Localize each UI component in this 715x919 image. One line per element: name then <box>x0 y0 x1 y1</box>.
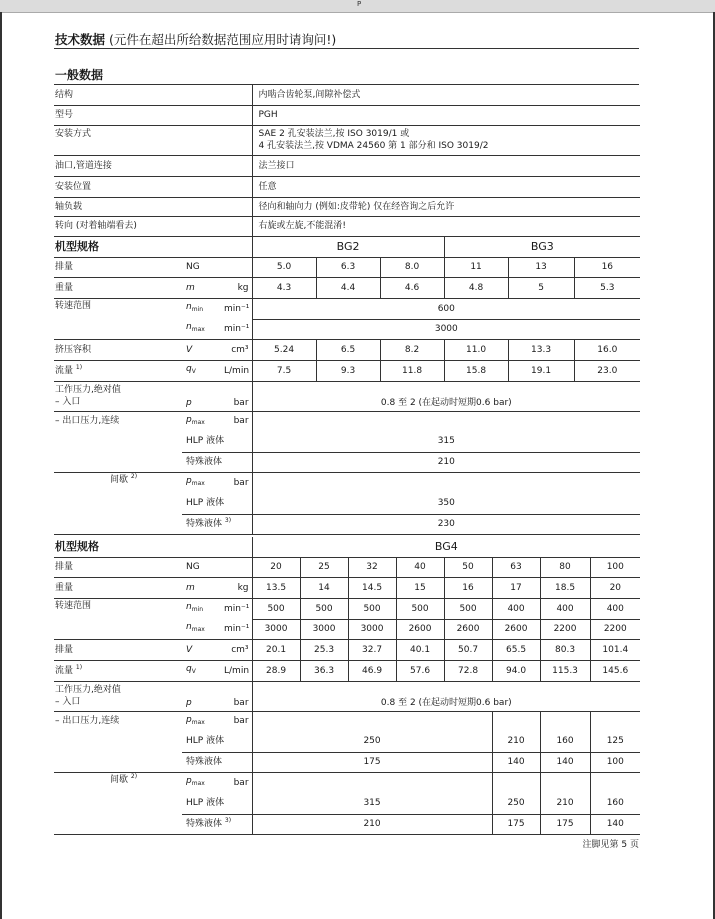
table-cell: 210 <box>540 793 590 814</box>
left-border <box>0 12 2 919</box>
table-cell: 11.0 <box>444 339 508 360</box>
table-row <box>54 360 640 381</box>
unit-bar: bar <box>233 477 249 488</box>
row-label: 流量 $^{1)}$ <box>54 660 182 681</box>
fluid-label: 特殊液体 $^{3)}$ <box>182 814 252 834</box>
general-label: 油口,管道连接 <box>54 155 252 176</box>
table-row <box>54 752 640 772</box>
unit-rpm: min⁻¹ <box>224 303 250 314</box>
table-row <box>54 493 640 514</box>
general-row <box>54 176 640 197</box>
table-cell: 6.5 <box>316 339 380 360</box>
unit-bar: bar <box>233 777 249 788</box>
table-cell: 160 <box>540 731 590 752</box>
table-cell: 50 <box>444 557 492 577</box>
table-cell: 14 <box>300 577 348 598</box>
general-row <box>54 85 640 105</box>
table-cell: 28.9 <box>252 660 300 681</box>
row-label: 间歇 $^{2)}$ <box>110 472 138 485</box>
unit-lmin: L/min <box>224 360 252 381</box>
unit-bar: bar <box>233 716 249 727</box>
fluid-label: HLP 液体 <box>182 493 252 514</box>
table-cell: 46.9 <box>348 660 396 681</box>
table-cell: 25.3 <box>300 639 348 660</box>
unit-lmin: L/min <box>224 660 252 681</box>
sym-nmax: $n_{max}$ <box>182 319 224 339</box>
table-cell: 3000 <box>252 319 640 339</box>
row-label: 排量 <box>54 557 182 577</box>
top-mark: P <box>357 0 362 8</box>
table-cell: 14.5 <box>348 577 396 598</box>
row-label: 间歇 $^{2)}$ <box>110 772 138 785</box>
table-row <box>54 598 640 619</box>
table-cell: 210 <box>252 814 492 834</box>
table-cell: 500 <box>444 598 492 619</box>
table-cell: 25 <box>300 557 348 577</box>
row-label: 排量 <box>54 639 182 660</box>
table-cell: 2200 <box>540 619 590 639</box>
row-label: – 出口压力,连续 <box>55 716 120 727</box>
table-cell: 13 <box>508 257 574 277</box>
table-cell: 2200 <box>590 619 640 639</box>
table-cell: 16.0 <box>574 339 640 360</box>
table-cell: 40.1 <box>396 639 444 660</box>
bg4-table <box>54 537 640 835</box>
table-cell: 6.3 <box>316 257 380 277</box>
table-cell: 175 <box>252 752 492 772</box>
fluid-label: HLP 液体 <box>182 793 252 814</box>
general-row <box>54 197 640 216</box>
table-row <box>54 793 640 814</box>
model-header-row <box>54 537 640 557</box>
table-cell: 175 <box>492 814 540 834</box>
table-cell: 0.8 至 2 (在起动时短期0.6 bar) <box>252 381 640 411</box>
row-label: 转速范围 <box>55 300 92 311</box>
table-row <box>54 711 640 731</box>
table-row <box>54 431 640 452</box>
table-cell: 65.5 <box>492 639 540 660</box>
table-cell: 315 <box>252 431 640 452</box>
table-cell: 16 <box>574 257 640 277</box>
general-label: 型号 <box>54 105 252 125</box>
table-cell: 18.5 <box>540 577 590 598</box>
table-row <box>54 619 640 639</box>
general-value: 径向和轴向力 (例如:皮带轮) 仅在经咨询之后允许 <box>252 197 640 216</box>
table-cell: 20.1 <box>252 639 300 660</box>
table-cell: 50.7 <box>444 639 492 660</box>
table-row <box>54 814 640 834</box>
table-cell: 115.3 <box>540 660 590 681</box>
general-title: 一般数据 <box>55 68 104 82</box>
table-row <box>54 381 640 411</box>
table-row <box>54 681 640 711</box>
sym-nmin: $n_{min}$ <box>186 602 204 614</box>
table-cell: 23.0 <box>574 360 640 381</box>
table-cell: 315 <box>252 793 492 814</box>
table-cell: 5.0 <box>252 257 316 277</box>
table-row <box>54 277 640 298</box>
table-cell: 36.3 <box>300 660 348 681</box>
table-row <box>54 577 640 598</box>
general-value: 内啮合齿轮泵,间隙补偿式 <box>252 85 640 105</box>
page-title <box>55 30 336 48</box>
title-rest: (元件在超出所给数据范围应用时请询问!) <box>109 32 337 47</box>
sym-nmax: $n_{max}$ <box>182 619 224 639</box>
table-row <box>54 452 640 472</box>
table-row <box>54 731 640 752</box>
sym-nmin: $n_{min}$ <box>186 302 204 314</box>
unit-rpm: min⁻¹ <box>224 619 252 639</box>
sym-V: V <box>182 639 224 660</box>
table-cell: 13.5 <box>252 577 300 598</box>
table-cell: 0.8 至 2 (在起动时短期0.6 bar) <box>252 681 640 711</box>
general-value: PGH <box>252 105 640 125</box>
table-cell: 210 <box>492 731 540 752</box>
group-bg2: BG2 <box>252 237 444 257</box>
unit-kg: kg <box>224 277 252 298</box>
table-cell: 3000 <box>348 619 396 639</box>
table-cell: 16 <box>444 577 492 598</box>
fluid-label: HLP 液体 <box>182 731 252 752</box>
table-cell: 72.8 <box>444 660 492 681</box>
unit-rpm: min⁻¹ <box>224 603 250 614</box>
row-label: 流量 $^{1)}$ <box>54 360 182 381</box>
table-cell: 350 <box>252 493 640 514</box>
table-row <box>54 472 640 493</box>
table-row <box>54 772 640 793</box>
table-row <box>54 298 640 319</box>
sym-qV: $q_V$ <box>182 360 224 381</box>
table-cell: 8.2 <box>380 339 444 360</box>
sym-m: m <box>182 577 224 598</box>
table-cell: 3000 <box>252 619 300 639</box>
general-label: 轴负载 <box>54 197 252 216</box>
title-rule <box>54 48 639 49</box>
general-row <box>54 155 640 176</box>
table-row <box>54 339 640 360</box>
table-cell: 145.6 <box>590 660 640 681</box>
table-cell: 400 <box>590 598 640 619</box>
table-cell: 100 <box>590 557 640 577</box>
table-row <box>54 660 640 681</box>
general-value: 右旋或左旋,不能混淆! <box>252 216 640 236</box>
sym-m: m <box>182 277 224 298</box>
general-label: 安装位置 <box>54 176 252 197</box>
unit-rpm: min⁻¹ <box>224 319 252 339</box>
sym-pmax: $p_{max}$ <box>186 776 205 788</box>
unit-cm3: cm³ <box>224 339 252 360</box>
table-cell: 400 <box>492 598 540 619</box>
sym-pmax: $p_{max}$ <box>186 476 205 488</box>
fluid-label: HLP 液体 <box>182 431 252 452</box>
table-cell: 2600 <box>396 619 444 639</box>
sym-pmax: $p_{max}$ <box>186 714 205 726</box>
unit-cm3: cm³ <box>224 639 252 660</box>
fluid-label: 特殊液体 <box>182 752 252 772</box>
sym-ng: NG <box>182 257 252 277</box>
general-table <box>54 85 640 237</box>
row-label: 工作压力,绝对值 – 入口 <box>54 381 182 411</box>
table-cell: 140 <box>492 752 540 772</box>
general-label: 结构 <box>54 85 252 105</box>
table-cell: 20 <box>590 577 640 598</box>
table-cell: 3000 <box>300 619 348 639</box>
top-strip <box>0 0 715 13</box>
sym-ng: NG <box>182 557 252 577</box>
table-cell: 9.3 <box>316 360 380 381</box>
row-label: 重量 <box>54 277 182 298</box>
table-cell: 5.3 <box>574 277 640 298</box>
footer-note: 注脚见第 5 页 <box>582 840 639 850</box>
unit-bar: bar <box>224 381 252 411</box>
table-cell: 15.8 <box>444 360 508 381</box>
row-label: 挤压容积 <box>54 339 182 360</box>
table-cell: 175 <box>540 814 590 834</box>
fluid-label: 特殊液体 $^{3)}$ <box>182 514 252 534</box>
bg23-table <box>54 237 640 535</box>
general-label: 转向 (对着轴端看去) <box>54 216 252 236</box>
table-cell: 94.0 <box>492 660 540 681</box>
general-row <box>54 125 640 155</box>
table-row <box>54 639 640 660</box>
group-bg3: BG3 <box>444 237 640 257</box>
table-cell: 600 <box>252 298 640 319</box>
table-cell: 13.3 <box>508 339 574 360</box>
table-cell: 500 <box>252 598 300 619</box>
table-cell: 4.3 <box>252 277 316 298</box>
general-row <box>54 105 640 125</box>
table-cell: 40 <box>396 557 444 577</box>
table-cell: 250 <box>492 793 540 814</box>
table-row <box>54 514 640 534</box>
fluid-label: 特殊液体 <box>182 452 252 472</box>
table-cell: 2600 <box>492 619 540 639</box>
table-cell: 140 <box>590 814 640 834</box>
unit-kg: kg <box>224 577 252 598</box>
table-cell: 57.6 <box>396 660 444 681</box>
table-cell: 11 <box>444 257 508 277</box>
row-label: 重量 <box>54 577 182 598</box>
table-cell: 80.3 <box>540 639 590 660</box>
table-cell: 160 <box>590 793 640 814</box>
table-cell: 250 <box>252 731 492 752</box>
table-cell: 4.8 <box>444 277 508 298</box>
row-label: 转速范围 <box>55 600 92 611</box>
table-row <box>54 319 640 339</box>
table-cell: 125 <box>590 731 640 752</box>
table-cell: 500 <box>348 598 396 619</box>
table-cell: 100 <box>590 752 640 772</box>
table-cell: 11.8 <box>380 360 444 381</box>
row-label: 排量 <box>54 257 182 277</box>
table-cell: 400 <box>540 598 590 619</box>
table-cell: 8.0 <box>380 257 444 277</box>
general-value-line: SAE 2 孔安装法兰,按 ISO 3019/1 或 <box>258 129 410 139</box>
group-bg4: BG4 <box>252 537 640 557</box>
row-label: – 出口压力,连续 <box>55 416 120 427</box>
title-bold: 技术数据 <box>55 32 106 47</box>
general-row <box>54 216 640 236</box>
table-cell: 5 <box>508 277 574 298</box>
table-row <box>54 411 640 431</box>
general-label: 安装方式 <box>54 125 252 155</box>
table-cell: 15 <box>396 577 444 598</box>
sym-qV: $q_V$ <box>182 660 224 681</box>
sym-p: p <box>182 381 224 411</box>
table-cell: 2600 <box>444 619 492 639</box>
table-cell: 500 <box>396 598 444 619</box>
table-cell: 230 <box>252 514 640 534</box>
table-cell: 4.4 <box>316 277 380 298</box>
table-cell: 500 <box>300 598 348 619</box>
table-cell: 17 <box>492 577 540 598</box>
table-cell: 32.7 <box>348 639 396 660</box>
table-cell: 4.6 <box>380 277 444 298</box>
table-cell: 5.24 <box>252 339 316 360</box>
unit-bar: bar <box>224 681 252 711</box>
model-header-row <box>54 237 640 257</box>
general-value-line: 4 孔安装法兰,按 VDMA 24560 第 1 部分和 ISO 3019/2 <box>258 141 489 151</box>
table-cell: 80 <box>540 557 590 577</box>
general-value: 任意 <box>252 176 640 197</box>
table-cell: 19.1 <box>508 360 574 381</box>
table-cell: 63 <box>492 557 540 577</box>
sym-pmax: $p_{max}$ <box>186 414 205 426</box>
model-title: 机型规格 <box>54 237 252 257</box>
table-cell: 140 <box>540 752 590 772</box>
table-cell: 20 <box>252 557 300 577</box>
table-row <box>54 257 640 277</box>
general-value: 法兰接口 <box>252 155 640 176</box>
sym-V: V <box>182 339 224 360</box>
table-row <box>54 557 640 577</box>
general-value <box>252 125 640 155</box>
row-label: 工作压力,绝对值 – 入口 <box>54 681 182 711</box>
sym-p: p <box>182 681 224 711</box>
table-cell: 101.4 <box>590 639 640 660</box>
table-cell: 32 <box>348 557 396 577</box>
table-cell: 7.5 <box>252 360 316 381</box>
model-title: 机型规格 <box>54 537 252 557</box>
table-cell: 210 <box>252 452 640 472</box>
unit-bar: bar <box>233 416 249 427</box>
